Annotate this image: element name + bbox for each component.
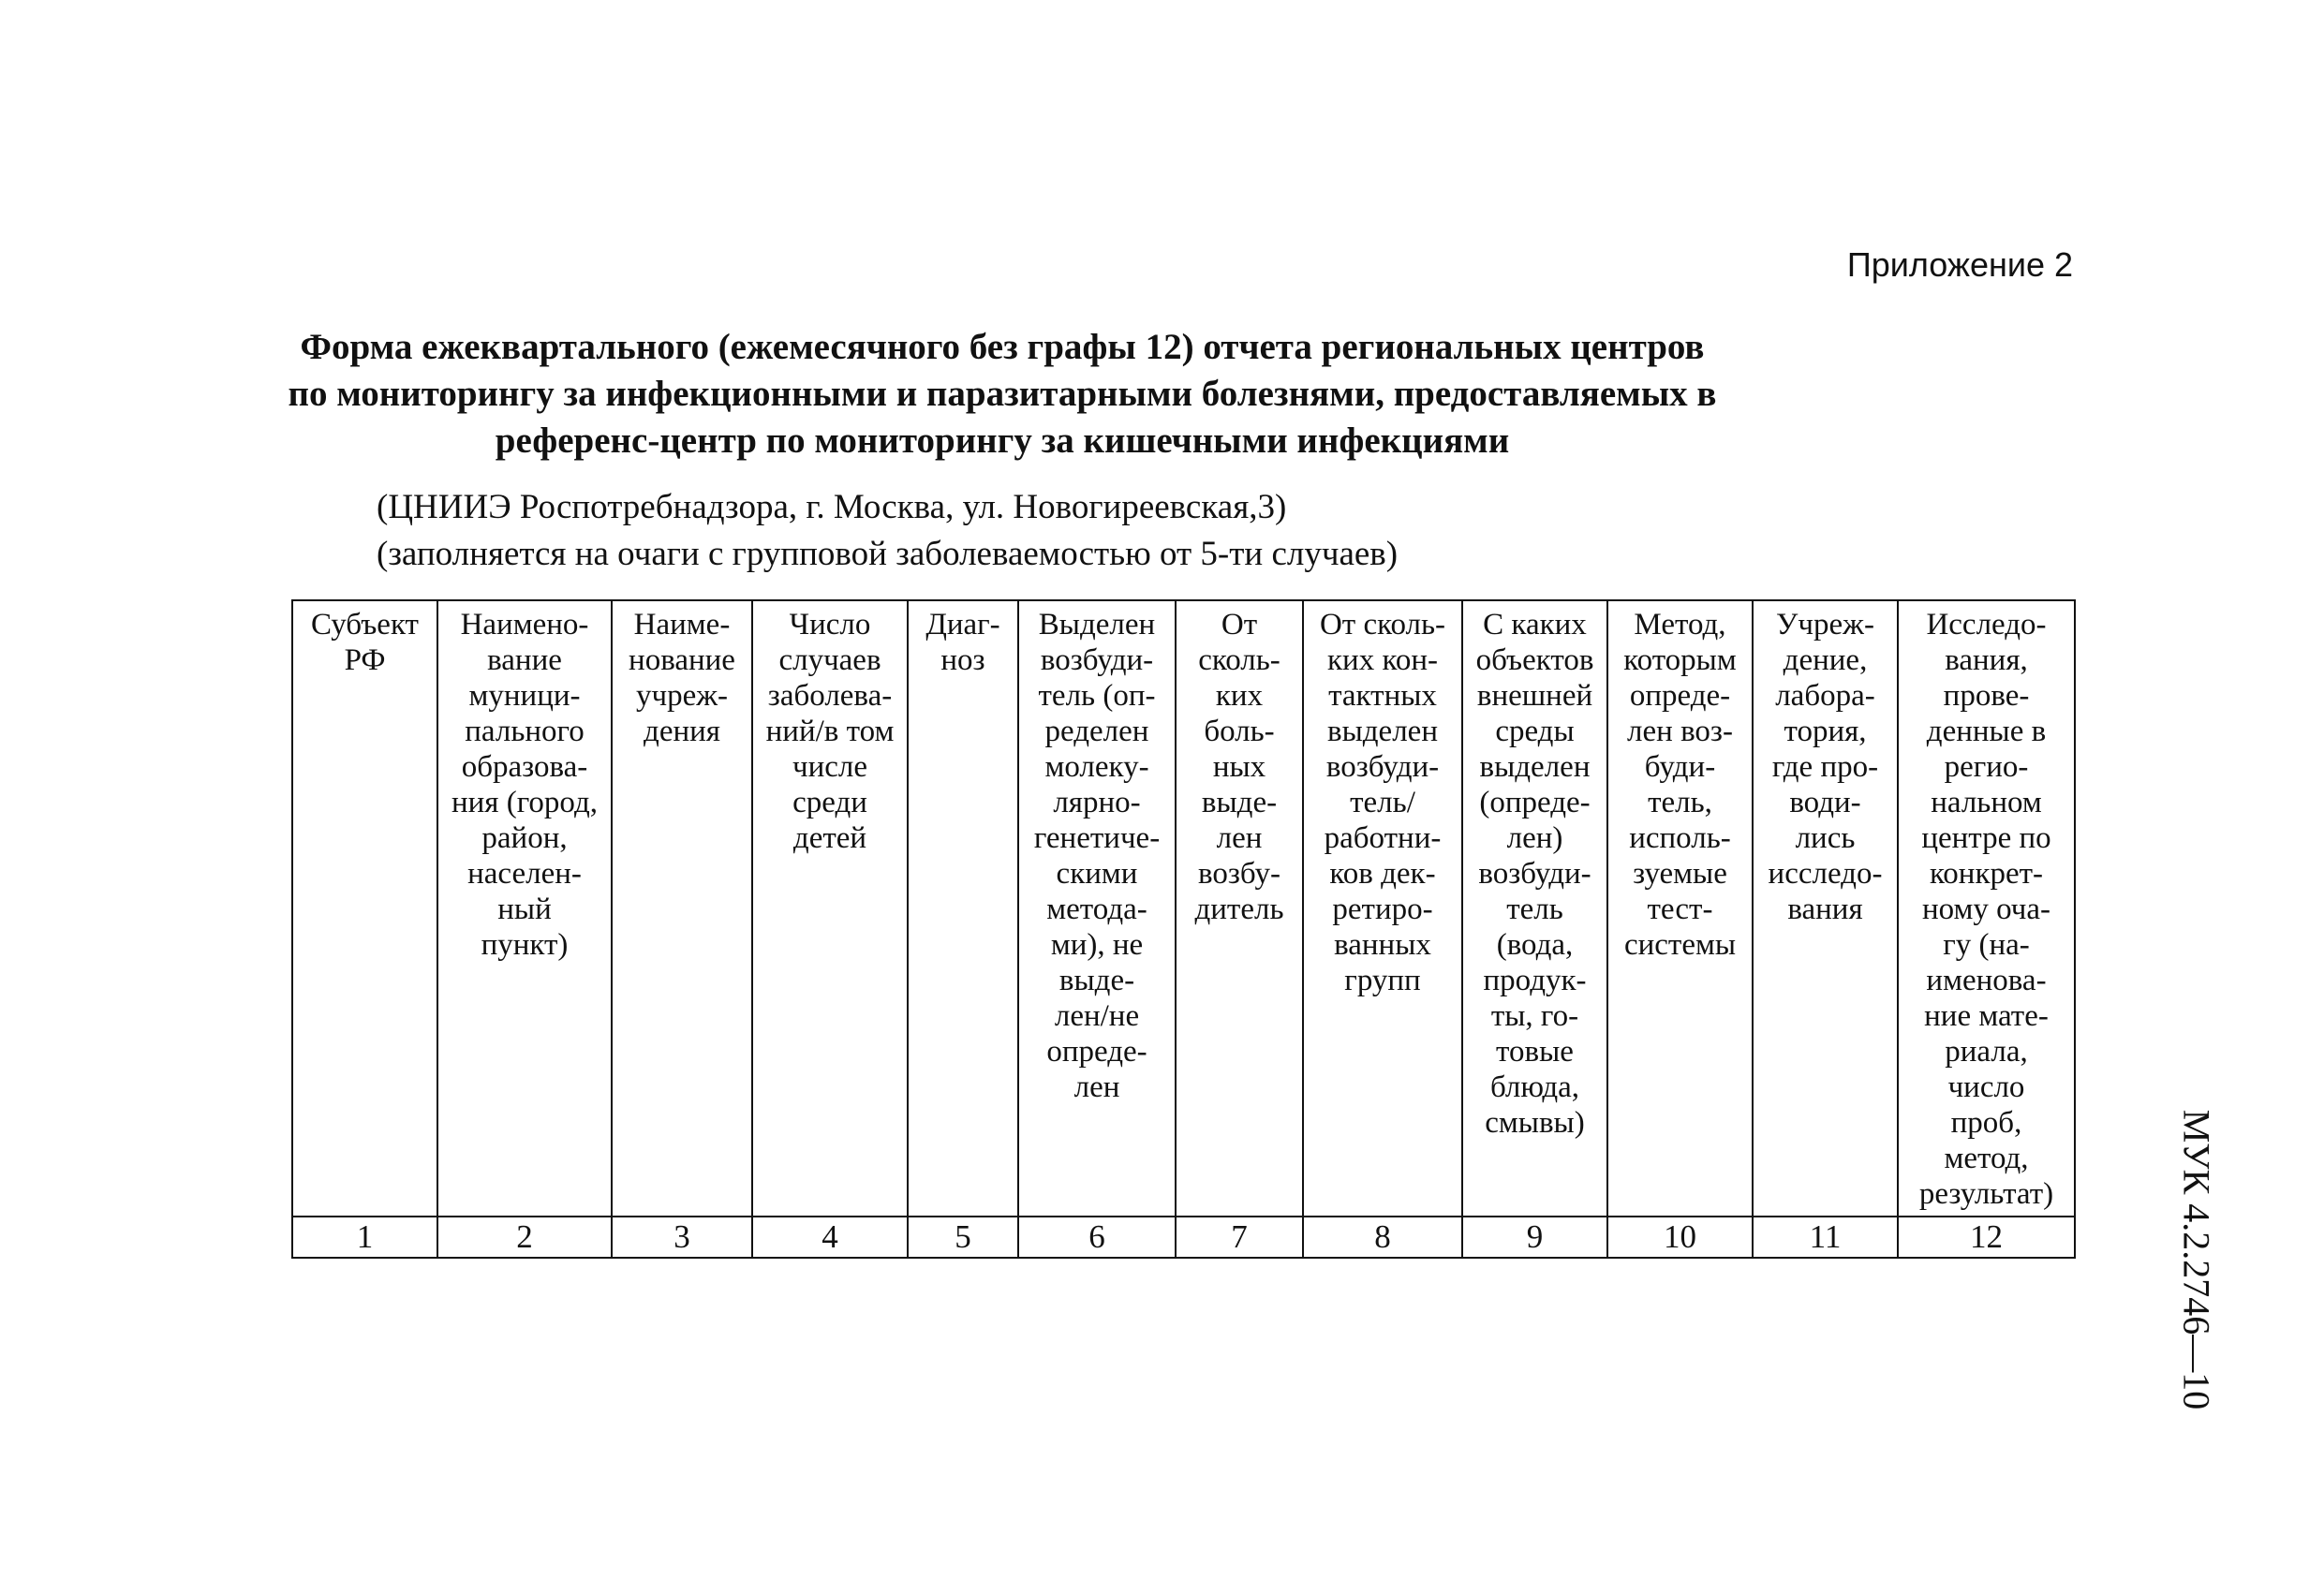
header-line: вания, xyxy=(1945,643,2028,677)
title-line: референс-центр по мониторингу за кишечными инфекциями xyxy=(495,420,1510,461)
header-line: смывы) xyxy=(1485,1106,1585,1140)
header-line: ний/в том xyxy=(765,715,895,748)
header-line: тория, xyxy=(1784,715,1867,748)
header-line: продук- xyxy=(1483,964,1587,997)
header-line: ретиро- xyxy=(1332,892,1433,926)
header-cell xyxy=(1176,600,1303,1217)
header-line: исполь- xyxy=(1629,821,1731,855)
header-line: ми), не xyxy=(1050,928,1144,962)
header-cell xyxy=(437,600,612,1217)
header-cell xyxy=(1898,600,2075,1217)
header-line: выделен xyxy=(1479,750,1591,784)
header-line: тель/ xyxy=(1350,786,1415,819)
header-line: Субъект xyxy=(311,608,419,642)
header-cell xyxy=(612,600,752,1217)
column-number-row xyxy=(292,1217,2075,1258)
header-line: риала, xyxy=(1945,1035,2028,1069)
header-line: ный xyxy=(497,892,552,926)
header-cell xyxy=(292,600,437,1217)
column-number: 10 xyxy=(1607,1217,1753,1258)
header-cell xyxy=(1018,600,1176,1217)
header-line: выде- xyxy=(1058,964,1135,997)
header-line: тель xyxy=(1506,892,1563,926)
header-line: ванных xyxy=(1334,928,1431,962)
header-line: муници- xyxy=(468,679,581,713)
header-line: возбу- xyxy=(1198,857,1280,891)
header-cell xyxy=(1462,600,1607,1217)
header-cell xyxy=(1607,600,1753,1217)
header-cell xyxy=(752,600,908,1217)
column-number: 11 xyxy=(1753,1217,1898,1258)
column-number: 5 xyxy=(908,1217,1018,1258)
header-cell xyxy=(908,600,1018,1217)
header-row xyxy=(292,600,2075,1217)
form-title xyxy=(281,324,1724,465)
header-line: Наиме- xyxy=(633,608,731,642)
header-line: (вода, xyxy=(1496,928,1574,962)
header-line: гу (на- xyxy=(1943,928,2030,962)
header-line: Выделен xyxy=(1038,608,1156,642)
header-line: С каких xyxy=(1483,608,1587,642)
header-line: опреде- xyxy=(1629,679,1731,713)
header-line: ких кон- xyxy=(1327,643,1438,677)
header-line: Учреж- xyxy=(1776,608,1874,642)
header-line: регио- xyxy=(1944,750,2029,784)
column-number: 4 xyxy=(752,1217,908,1258)
header-line: нальном xyxy=(1931,786,2042,819)
header-line: ному оча- xyxy=(1921,892,2051,926)
title-line: Форма ежеквартального (ежемесячного без графы 12) отчета региональных центров xyxy=(300,327,1705,367)
header-line: центре по xyxy=(1921,821,2051,855)
header-line: От xyxy=(1221,608,1258,642)
header-line: детей xyxy=(792,821,867,855)
header-line: лярно- xyxy=(1053,786,1141,819)
header-line: населен- xyxy=(467,857,582,891)
header-line: лись xyxy=(1795,821,1856,855)
column-number: 1 xyxy=(292,1217,437,1258)
header-line: район, xyxy=(481,821,568,855)
header-line: Диаг- xyxy=(925,608,1000,642)
header-line: лен xyxy=(1073,1070,1120,1104)
header-line: внешней xyxy=(1476,679,1593,713)
header-line: Исследо- xyxy=(1926,608,2047,642)
header-line: объектов xyxy=(1475,643,1594,677)
header-line: ния (город, xyxy=(451,786,599,819)
header-line: случаев xyxy=(778,643,881,677)
header-line: опреде- xyxy=(1046,1035,1147,1069)
header-cell xyxy=(1753,600,1898,1217)
header-line: вание xyxy=(487,643,562,677)
header-cell xyxy=(1303,600,1462,1217)
header-line: ких xyxy=(1215,679,1264,713)
report-form-table xyxy=(291,599,2076,1259)
header-line: ты, го- xyxy=(1490,999,1579,1033)
header-line: От сколь- xyxy=(1319,608,1446,642)
header-line: работни- xyxy=(1324,821,1442,855)
column-number: 7 xyxy=(1176,1217,1303,1258)
column-number: 12 xyxy=(1898,1217,2075,1258)
header-line: конкрет- xyxy=(1929,857,2044,891)
header-line: генетиче- xyxy=(1033,821,1161,855)
header-line: дения xyxy=(644,715,720,748)
header-line: води- xyxy=(1789,786,1861,819)
header-line: выделен xyxy=(1327,715,1438,748)
header-line: именова- xyxy=(1926,964,2047,997)
appendix-label: Приложение 2 xyxy=(1846,245,2073,284)
header-line: групп xyxy=(1344,964,1421,997)
header-line: метода- xyxy=(1046,892,1147,926)
header-line: (опреде- xyxy=(1479,786,1591,819)
header-line: которым xyxy=(1623,643,1737,677)
header-line: буди- xyxy=(1644,750,1716,784)
header-line: лабора- xyxy=(1775,679,1875,713)
header-line: возбуди- xyxy=(1325,750,1440,784)
header-line: дение, xyxy=(1783,643,1868,677)
header-line: проб, xyxy=(1950,1106,2022,1140)
header-line: возбуди- xyxy=(1040,643,1154,677)
header-line: исследо- xyxy=(1768,857,1883,891)
header-line: ноз xyxy=(940,643,985,677)
header-line: образова- xyxy=(461,750,588,784)
header-line: заболева- xyxy=(767,679,893,713)
header-line: среди xyxy=(792,786,867,819)
header-line: вания xyxy=(1787,892,1863,926)
header-line: возбуди- xyxy=(1478,857,1591,891)
header-line: ределен xyxy=(1044,715,1149,748)
header-line: лен xyxy=(1216,821,1263,855)
header-line: лен) xyxy=(1506,821,1563,855)
header-line: пункт) xyxy=(481,928,569,962)
subtitle-address: (ЦНИИЭ Роспотребнадзора, г. Москва, ул. Новогиреевская,3) xyxy=(377,488,1287,526)
subtitle-note: (заполняется на очаги с групповой заболеваемостью от 5-ти случаев) xyxy=(377,535,1399,573)
document-code xyxy=(2154,1091,2239,1428)
header-line: ков дек- xyxy=(1329,857,1436,891)
header-line: результат) xyxy=(1918,1177,2054,1211)
header-line: нование xyxy=(629,643,735,677)
header-line: число xyxy=(1947,1070,2025,1104)
title-line: по мониторингу за инфекционными и паразитарными болезнями, предоставляемых в xyxy=(288,374,1717,414)
header-line: Число xyxy=(789,608,871,642)
header-line: РФ xyxy=(344,643,386,677)
header-line: боль- xyxy=(1204,715,1275,748)
header-line: дитель xyxy=(1194,892,1284,926)
header-line: лен воз- xyxy=(1627,715,1733,748)
header-line: зуемые xyxy=(1633,857,1727,891)
header-line: где про- xyxy=(1771,750,1879,784)
header-line: среды xyxy=(1495,715,1575,748)
header-line: тест- xyxy=(1647,892,1713,926)
header-line: Наимено- xyxy=(460,608,589,642)
column-number: 2 xyxy=(437,1217,612,1258)
header-line: ных xyxy=(1212,750,1266,784)
header-line: тель, xyxy=(1648,786,1712,819)
header-line: ние мате- xyxy=(1924,999,2049,1033)
header-line: выде- xyxy=(1201,786,1278,819)
header-line: лен/не xyxy=(1054,999,1140,1033)
document-code-text: МУК 4.2.2746—10 xyxy=(2175,1109,2218,1410)
header-line: тактных xyxy=(1328,679,1437,713)
column-number: 8 xyxy=(1303,1217,1462,1258)
header-line: метод, xyxy=(1944,1142,2029,1175)
header-line: прове- xyxy=(1943,679,2030,713)
header-line: числе xyxy=(792,750,868,784)
header-line: пального xyxy=(465,715,585,748)
header-line: блюда, xyxy=(1489,1070,1580,1104)
header-line: сколь- xyxy=(1198,643,1280,677)
column-number: 9 xyxy=(1462,1217,1607,1258)
header-line: молеку- xyxy=(1044,750,1149,784)
header-line: скими xyxy=(1056,857,1138,891)
header-line: тель (оп- xyxy=(1038,679,1156,713)
header-line: Метод, xyxy=(1634,608,1726,642)
header-line: системы xyxy=(1623,928,1737,962)
header-line: товые xyxy=(1496,1035,1574,1069)
column-number: 3 xyxy=(612,1217,752,1258)
header-line: денные в xyxy=(1926,715,2047,748)
header-line: учреж- xyxy=(635,679,729,713)
column-number: 6 xyxy=(1018,1217,1176,1258)
